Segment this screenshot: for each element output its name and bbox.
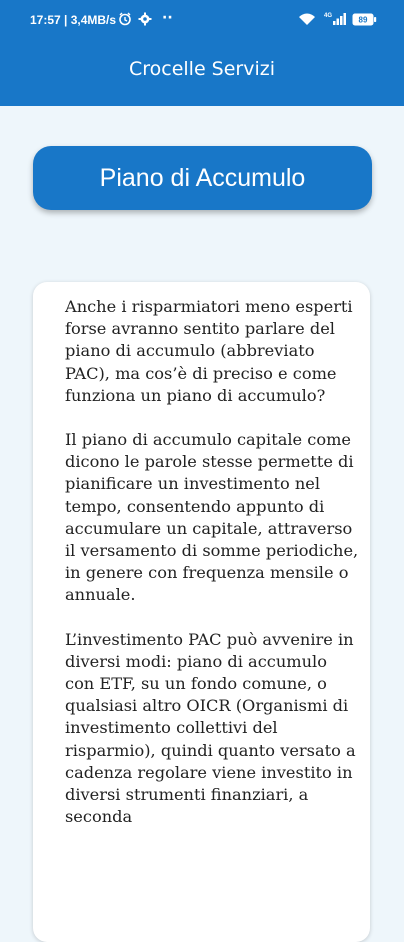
battery-level-text: 89 <box>358 15 368 25</box>
app-bar <box>0 0 404 106</box>
article-paragraph: Anche i risparmiatori meno esperti forse avranno sentito parlare del piano di accumulo (abbreviato PAC), ma cos’è di preciso e come funziona un piano di accumulo? <box>65 297 353 405</box>
more-notifications-icon: ·· <box>162 10 173 26</box>
article-text <box>65 296 361 850</box>
wifi-icon <box>298 13 316 29</box>
article-paragraph: Il piano di accumulo capitale come dicono le parole stesse permette di pianificare un investimento nel tempo, consentendo appunto di accumulare un capitale, attraverso il versamento di somme periodiche, in genere con frequenza mensile o annuale. <box>65 430 359 605</box>
status-bar <box>0 0 404 40</box>
network-type-label: 4G <box>324 13 333 19</box>
signal-icon <box>324 11 346 29</box>
article-paragraph: L’investimento PAC può avvenire in diversi modi: piano di accumulo con ETF, su un fondo comune, o qualsiasi altro OICR (Organismi di investimento collettivi del risparmio), quindi quanto versato a cadenza regolare viene investito in diversi strumenti finanziari, a seconda <box>65 629 356 827</box>
app-title: Crocelle Servizi <box>128 58 276 80</box>
alarm-icon <box>118 12 132 29</box>
content-card <box>33 282 370 942</box>
status-time: 17:57 | 3,4MB/s <box>30 13 117 27</box>
battery-icon <box>352 13 377 29</box>
settings-gear-icon <box>138 12 152 29</box>
piano-di-accumulo-button[interactable]: Piano di Accumulo <box>33 146 372 210</box>
